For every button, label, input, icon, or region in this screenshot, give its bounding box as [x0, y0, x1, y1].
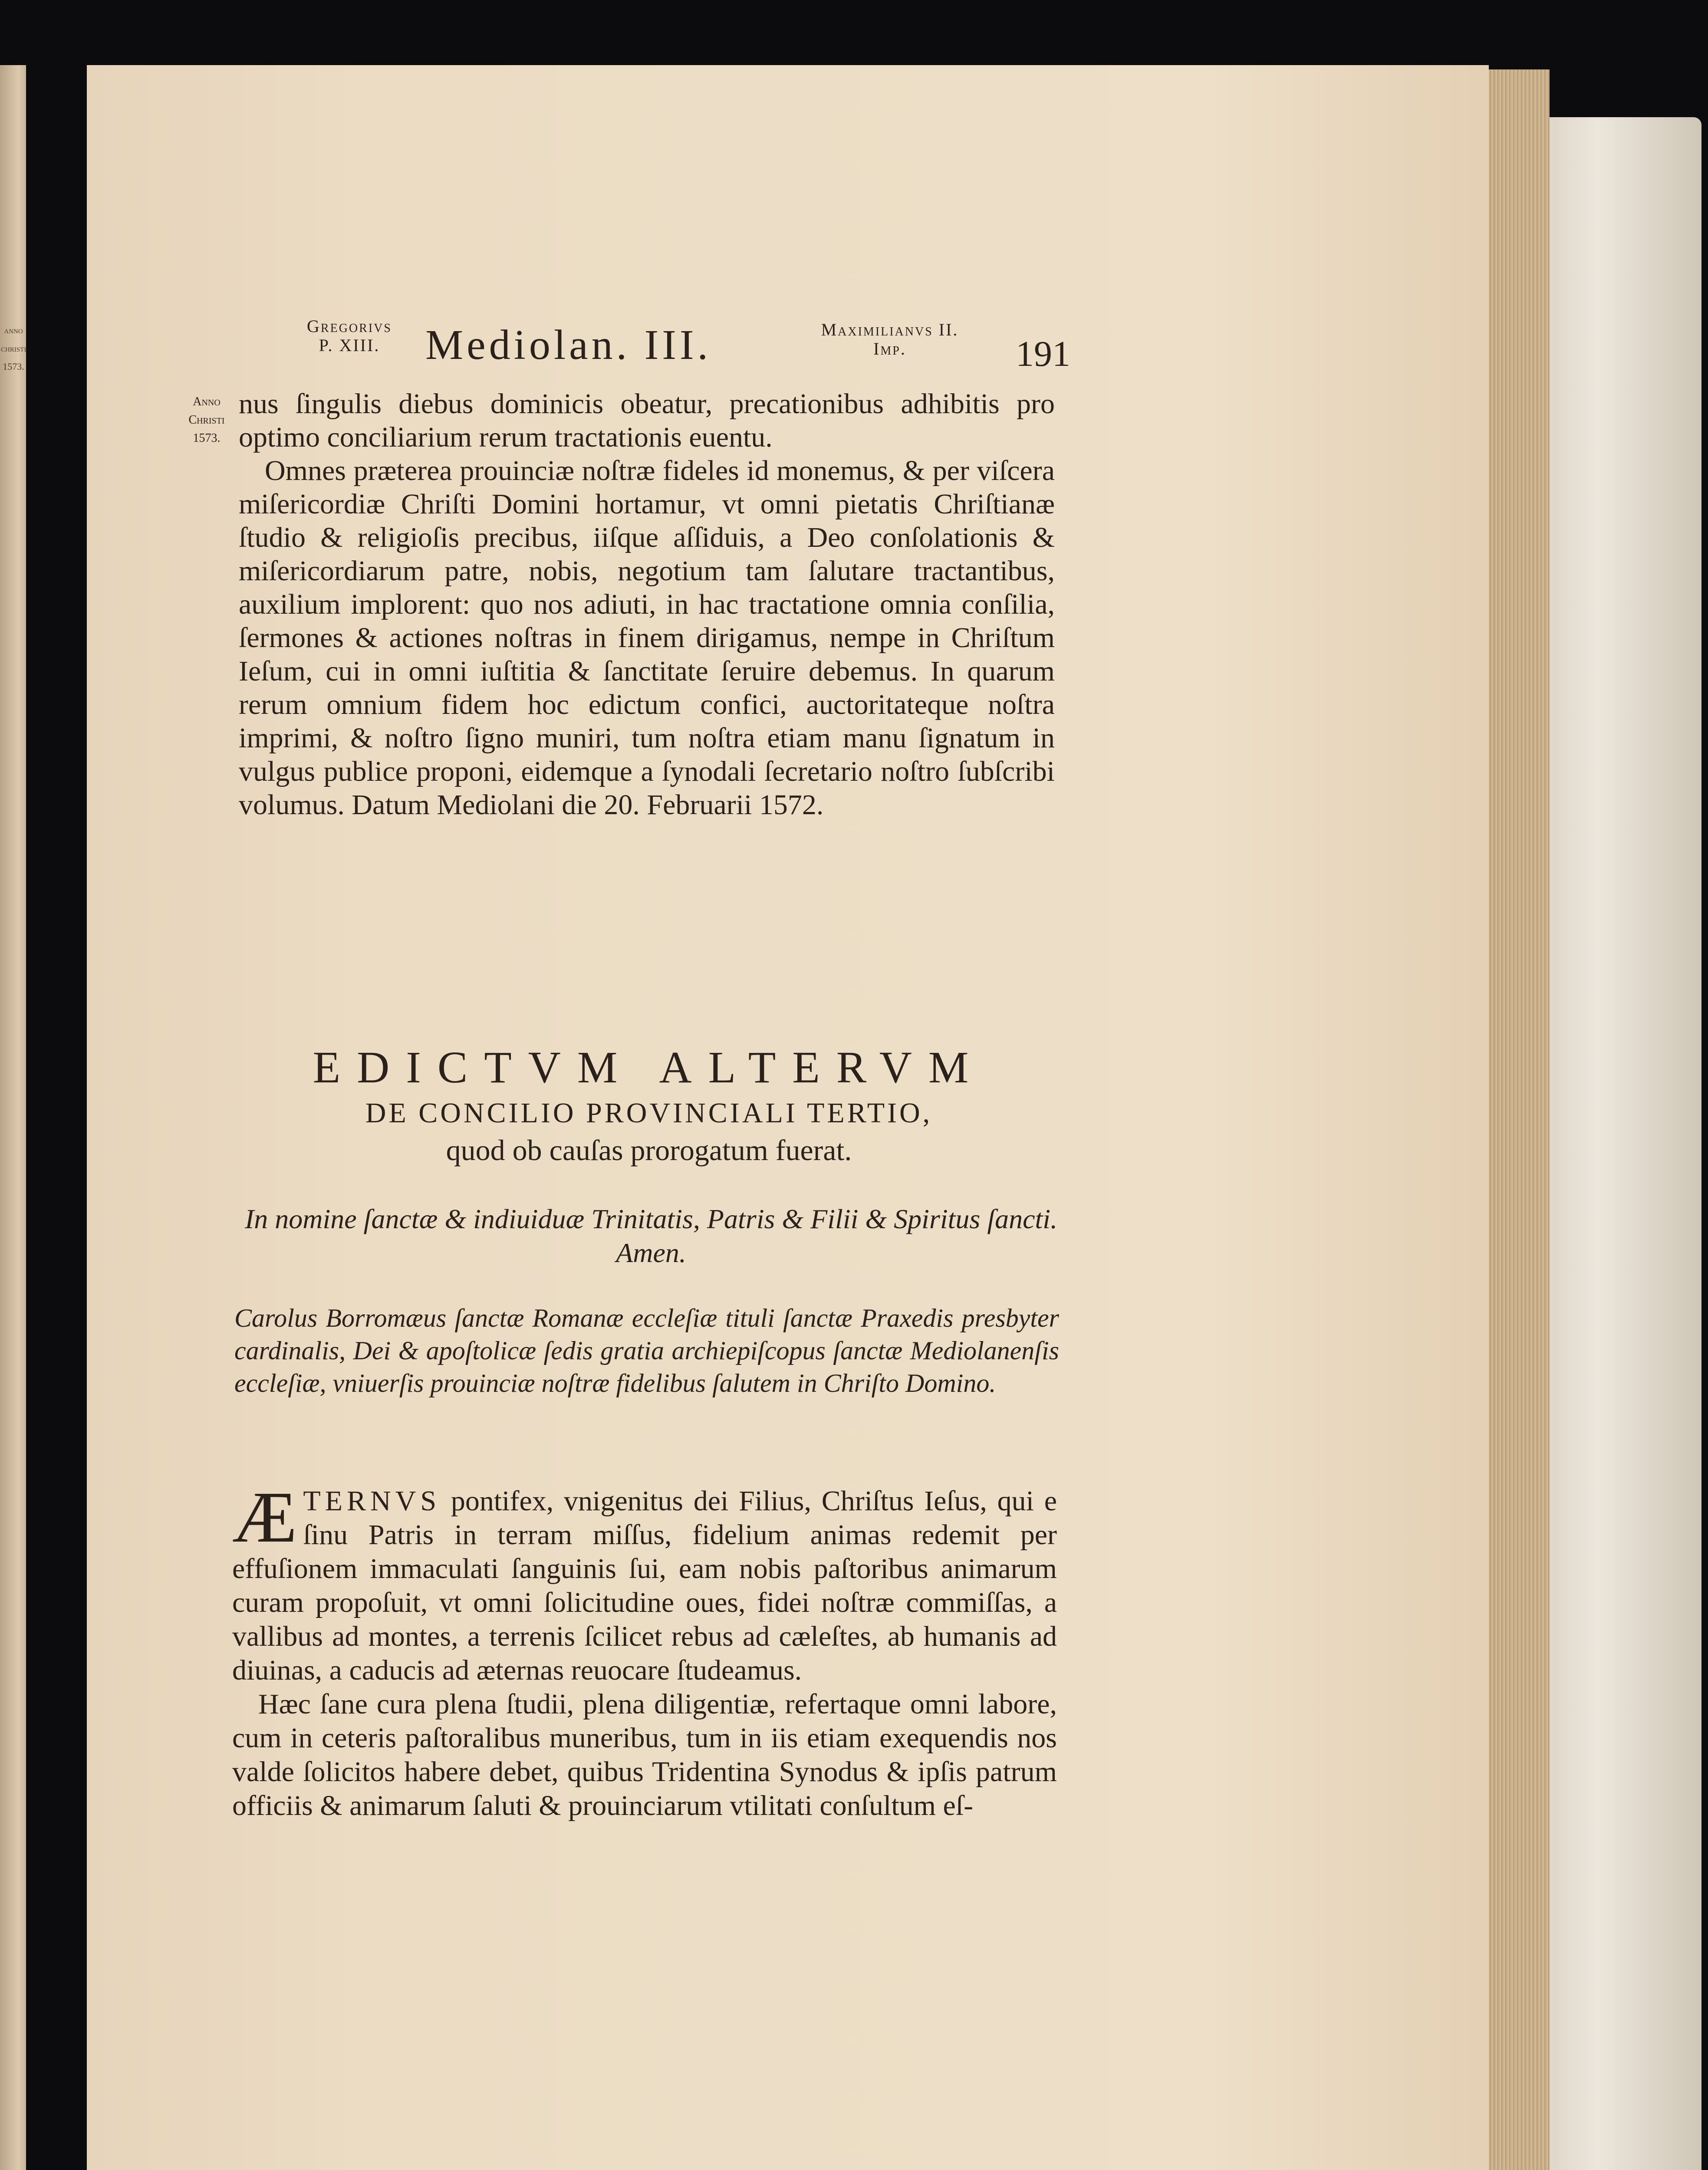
margin-note-line: Christi [188, 413, 225, 427]
paragraph: Hæc ſane cura plena ſtudii, plena diligentiæ, refertaque omni labore, cum in ceteris paſtoralibus muneribus, tum in iis etiam exequendis nos valde ſolicitos habere debet, quibus Tridentina Synodus & ipſis patrum officiis & animarum ſaluti & prouinciarum vtilitati conſultum eſ- [232, 1688, 1057, 1821]
book-page [87, 65, 1489, 2170]
margin-note-year [176, 393, 237, 447]
section-title: EDICTVM ALTERVM [313, 1042, 985, 1092]
invocation: In nomine ſanctæ & indiuiduæ Trinitatis, Patris & Filii & Spiritus ſancti. Amen. [244, 1203, 1058, 1268]
lead-caps: TERNVS [303, 1485, 441, 1517]
running-head [278, 317, 1102, 382]
margin-note-line: Anno [193, 395, 220, 408]
running-head-title: Mediolan. III. [425, 322, 711, 368]
page-number: 191 [1016, 334, 1070, 374]
running-head-right [768, 320, 1011, 358]
facing-note-line: anno [4, 325, 23, 335]
paragraph: Omnes præterea prouinciæ noſtræ fideles id monemus, & per viſcera miſericordiæ Chriſti Domini hortamur, vt omni pietatis Chriſtianæ ſtudio & religioſis precibus, iiſque aſſiduis, a Deo conſolationis & miſericordiarum patre, nobis, negotium tam ſalutare tractantibus, auxilium implorent: quo nos adiuti, in hac tractatione omnia conſilia, ſermones & actiones noſtras in finem dirigamus, nempe in Chriſtum Ieſum, cui in omni iuſtitia & ſanctitate ſeruire debemus. In quarum rerum omnium fidem hoc edictum confici, auctoritateque noſtra imprimi, & noſtro ſigno muniri, tum noſtra etiam manu ſignatum in vulgus publice proponi, eidemque a ſynodali ſecretario noſtro ſubſcribi volumus. Datum Mediolani die 20. Februarii 1572. [239, 455, 1055, 821]
section-subtitle: DE CONCILIO PROVINCIALI TERTIO, [365, 1097, 933, 1129]
emperor-name: Maximilianvs II. [821, 320, 959, 339]
emperor-title: Imp. [873, 339, 906, 358]
facing-note-line: christi [1, 343, 26, 354]
margin-note-line: 1573. [193, 431, 220, 445]
edict-text [232, 1477, 1057, 1823]
facing-page-edge [0, 65, 26, 2170]
paragraph [232, 1477, 1057, 1687]
paragraph-text: pontifex, vnigenitus dei Filius, Chriſtus Ieſus, qui e ſinu Patris in terram miſſus, fidelium animas redemit per effuſionem immaculati ſanguinis ſui, eam nobis paſtoribus animarum curam propoſuit, vt omni ſolicitudine oues, fidei noſtræ commiſſas, a vallibus ad montes, a terrenis ſcilicet rebus ad cæleſtes, ab humanis ad diuinas, a caducis ad æternas reuocare ſtudeamus. [232, 1485, 1057, 1686]
pope-name: Gregorivs [307, 316, 392, 336]
facing-note-line: 1573. [3, 361, 24, 372]
address-paragraph: Carolus Borromæus ſanctæ Romanæ eccleſiæ tituli ſanctæ Praxedis presbyter cardinalis, Dei & apoſtolicæ ſedis gratia archiepiſcopus ſanctæ Mediolanenſis eccleſiæ, vniuerſis prouinciæ noſtræ fidelibus ſalutem in Chriſto Domino. [234, 1304, 1059, 1397]
facing-page-margin-note [1, 321, 26, 376]
pope-number: P. XIII. [319, 335, 380, 355]
drop-cap: Æ [232, 1477, 297, 1558]
running-head-left [278, 317, 421, 355]
section-subtitle-line: quod ob cauſas prorogatum fuerat. [446, 1134, 852, 1167]
book-cover-board [1528, 117, 1701, 2170]
main-text-block [239, 387, 1055, 822]
paragraph: nus ſingulis diebus dominicis obeatur, precationibus adhibitis pro optimo conciliarium rerum tractationis euentu. [239, 388, 1055, 453]
